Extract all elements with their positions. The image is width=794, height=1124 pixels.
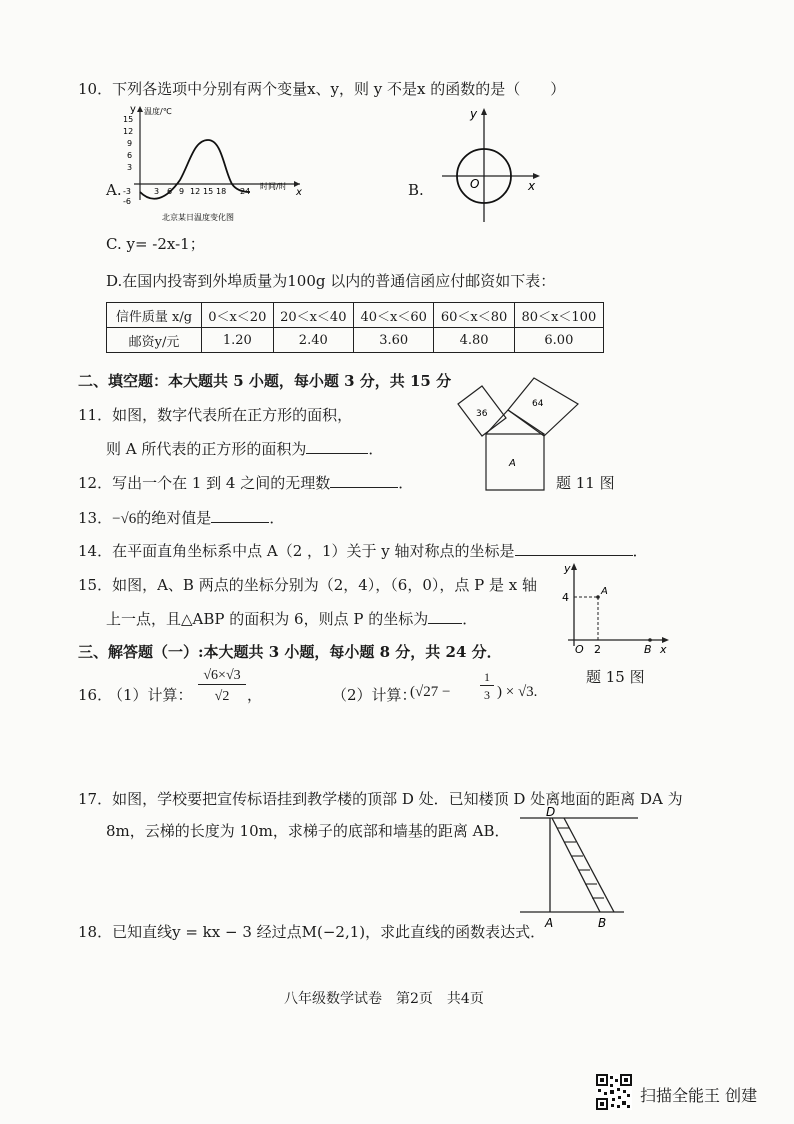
q11-line2-text: 则 A 所代表的正方形的面积为 [106,440,307,458]
graph-b-x-label: x [528,179,536,193]
q16-part1-numerator: √6×√3 [198,668,246,685]
fig15-x-label: x [660,643,667,656]
table-cell: 60＜x＜80 [434,303,514,328]
fig15-y-label: y [564,562,571,575]
table-cell: 6.00 [514,328,603,353]
graph-a-ytick: -6 [123,197,131,206]
q10-stem: 10．下列各选项中分别有两个变量x、y，则 y 不是x 的函数的是（ ） [78,80,566,98]
label-64: 64 [532,399,544,409]
table-row-label: 邮资y/元 [107,328,202,353]
graph-a-xtick: 24 [240,187,251,196]
graph-a-ytick: -3 [123,187,131,196]
q16-part1-label: （1）计算： [108,686,193,704]
q10-option-b-label: B. [408,181,424,199]
graph-a-ytick: 9 [127,139,133,148]
fig15-tick-4: 4 [562,591,569,604]
graph-a-ytick: 3 [127,163,133,172]
graph-a-caption: 北京某日温度变化图 [162,213,234,222]
q14-end: ． [632,542,648,560]
q13-text: 的绝对值是 [136,509,212,527]
q14 [78,540,648,561]
q11-line1: 11．如图，数字代表所在正方形的面积， [78,406,353,424]
qr-code-icon [596,1074,632,1110]
table-cell: 40＜x＜60 [353,303,433,328]
q12-text: 12．写出一个在 1 到 4 之间的无理数 [78,474,331,492]
graph-b-y-arrow [481,108,487,115]
graph-a-xtick: 9 [179,187,185,196]
page-footer: 八年级数学试卷 第2页 共4页 [284,991,484,1007]
fig15-label-a: A [601,586,608,597]
q16-part2-label: （2）计算： [332,686,417,704]
q15-line2 [106,608,477,629]
q16-part2-frac-numerator: 1 [480,670,494,686]
graph-a-xtick: 12 [190,187,201,196]
fig15-y-arrow [571,563,577,570]
graph-a-ytick: 15 [123,115,134,124]
q13 [78,507,284,528]
q16-part2-expr-a: (√27 − [410,684,451,700]
graph-a-y-arrow [137,106,143,112]
triangle-leg [508,410,544,434]
fig15-point-a [596,595,600,599]
q17-line2: 8m，云梯的长度为 10m，求梯子的底部和墙基的距离 AB． [106,822,510,840]
q15-answer-blank[interactable] [428,609,462,624]
q14-text: 14．在平面直角坐标系中点 A（2 ，1）关于 y 轴对称点的坐标是 [78,542,515,560]
label-a: A [545,916,554,930]
graph-a-x-label: x [296,187,302,198]
graph-b-y-label: y [470,107,478,121]
fig15-tick-2: 2 [594,643,601,656]
q16-part2-frac-denominator: 3 [484,688,490,702]
table-row-label: 信件质量 x/g [107,303,202,328]
q10-option-c: C. y= -2x-1； [106,235,205,253]
table-cell: 4.80 [434,328,514,353]
section-2-heading: 二、填空题：本大题共 5 小题，每小题 3 分，共 15 分 [78,372,452,390]
table-cell: 1.20 [202,328,274,353]
q13-expression: −√6 [112,511,137,527]
graph-a-xtick: 18 [216,187,227,196]
q15-line1: 15．如图，A、B 两点的坐标分别为（2，4），（6，0），点 P 是 x 轴 [78,576,538,594]
q16-part1-denominator: √2 [214,689,230,704]
section-3-heading: 三、解答题（一）:本大题共 3 小题，每小题 8 分，共 24 分． [78,643,502,661]
fig15-point-b [648,638,652,642]
q11-line2 [106,438,383,459]
graph-a-xtick: 15 [203,187,214,196]
q12-end: ． [398,474,414,492]
q11-end: ． [368,440,384,458]
q15-line2-text: 上一点，且△ABP 的面积为 6，则点 P 的坐标为 [106,610,429,628]
table-row [107,328,604,353]
graph-b-origin: O [470,177,480,191]
table-cell: 2.40 [273,328,353,353]
graph-a-xtick: 3 [154,187,160,196]
q15-end: ． [462,610,478,628]
q10-temperature-graph [120,100,310,225]
ladder-rail [564,818,614,912]
q12-answer-blank[interactable] [330,473,398,488]
q15-figure-caption: 题 15 图 [586,668,645,686]
watermark-text: 扫描全能王 创建 [640,1086,758,1105]
q16-number: 16． [78,686,113,704]
table-cell: 0＜x＜20 [202,303,274,328]
q17-line1: 17．如图，学校要把宣传标语挂到教学楼的顶部 D 处．已知楼顶 D 处离地面的距离 DA 为 [78,790,683,808]
label-36: 36 [476,409,488,419]
q13-answer-blank[interactable] [211,508,269,523]
q15-coordinate-figure [556,560,676,660]
q11-figure-caption: 题 11 图 [556,474,615,492]
postage-table [106,302,604,353]
fig15-label-b: B [644,643,652,656]
label-d: D [546,806,556,819]
label-b: B [598,916,607,930]
q16-part2-expr-b: ) × √3. [497,684,538,700]
q14-answer-blank[interactable] [515,541,633,556]
label-a: A [509,458,516,469]
q11-answer-blank[interactable] [306,439,368,454]
q16-part1-end: ， [247,686,263,704]
graph-a-ytick: 6 [127,151,133,160]
table-row [107,303,604,328]
q10-option-d: D.在国内投寄到外埠质量为100g 以内的普通信函应付邮资如下表： [106,272,556,290]
table-cell: 20＜x＜40 [273,303,353,328]
graph-a-y-label: y [130,104,136,115]
graph-a-y-unit: 温度/℃ [144,107,172,116]
graph-a-ytick: 12 [123,127,134,136]
q10-circle-graph [432,104,542,224]
q12 [78,472,413,493]
q10-option-a-label: A. [106,181,122,199]
graph-a-x-unit: 时间/时 [260,182,287,191]
graph-a-xtick: 6 [167,187,173,196]
triangle-leg [486,410,508,434]
q13-end: ． [269,509,285,527]
q17-ladder-figure [520,806,642,930]
table-cell: 80＜x＜100 [514,303,603,328]
fig15-origin: O [575,643,584,656]
q18: 18．已知直线y = kx − 3 经过点M(−2,1)，求此直线的函数表达式． [78,923,546,941]
table-cell: 3.60 [353,328,433,353]
q13-prefix: 13． [78,509,113,527]
